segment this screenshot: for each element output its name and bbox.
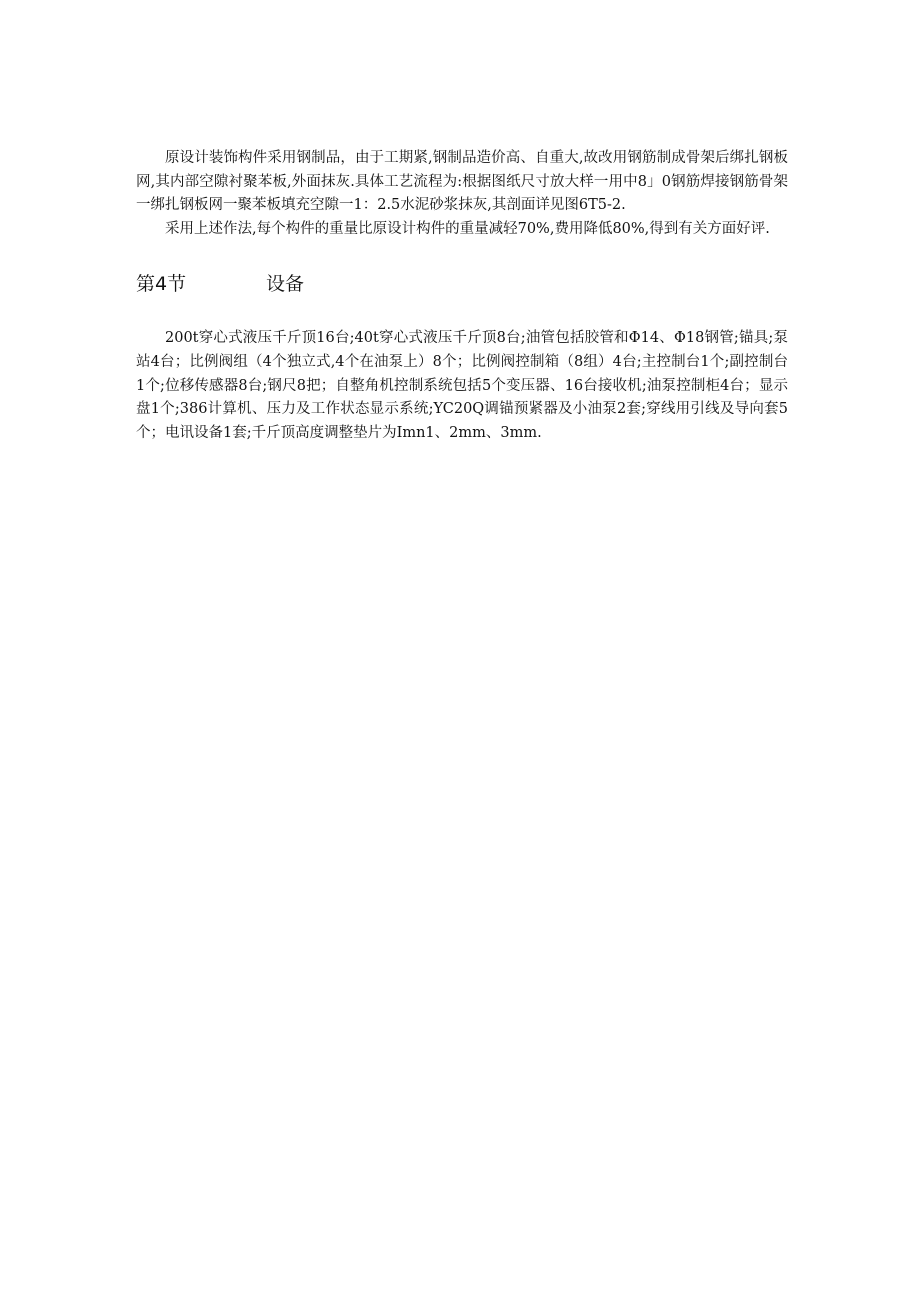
section-heading: [136, 271, 788, 297]
paragraph-steel-mesh-process: 原设计装饰构件采用钢制品，由于工期紧,钢制品造价高、自重大,故改用钢筋制成骨架后绑扎钢板网,其内部空隙衬聚苯板,外面抹灰.具体工艺流程为:根据图纸尺寸放大样一用中8」0钢筋焊接钢筋骨架一绑扎钢板网一聚苯板填充空隙一1：2.5水泥砂浆抹灰,其剖面详见图6T5-2.: [136, 150, 788, 214]
paragraph-weight-reduction: 采用上述作法,每个构件的重量比原设计构件的重量减轻70%,费用降低80%,得到有关方面好评.: [165, 220, 770, 237]
section-number: 第4节: [136, 273, 187, 296]
section-title: 设备: [266, 273, 305, 296]
paragraph-equipment-list: 200t穿心式液压千斤顶16台;40t穿心式液压千斤顶8台;油管包括胶管和Φ14、Φ18钢管;锚具;泵站4台；比例阀组（4个独立式,4个在油泵上）8个；比例阀控制箱（8组）4台;主控制台1个;副控制台1个;位移传感器8台;钢尺8把；自整角机控制系统包括5个变压器、16台接收机;油泵控制柜4台；显示盘1个;386计算机、压力及工作状态显示系统;YC20Q调锚预紧器及小油泵2套;穿线用引线及导向套5个；电讯设备1套;千斤顶高度调整垫片为Imn1、2mm、3mm.: [136, 330, 788, 441]
document-body: [136, 147, 788, 445]
